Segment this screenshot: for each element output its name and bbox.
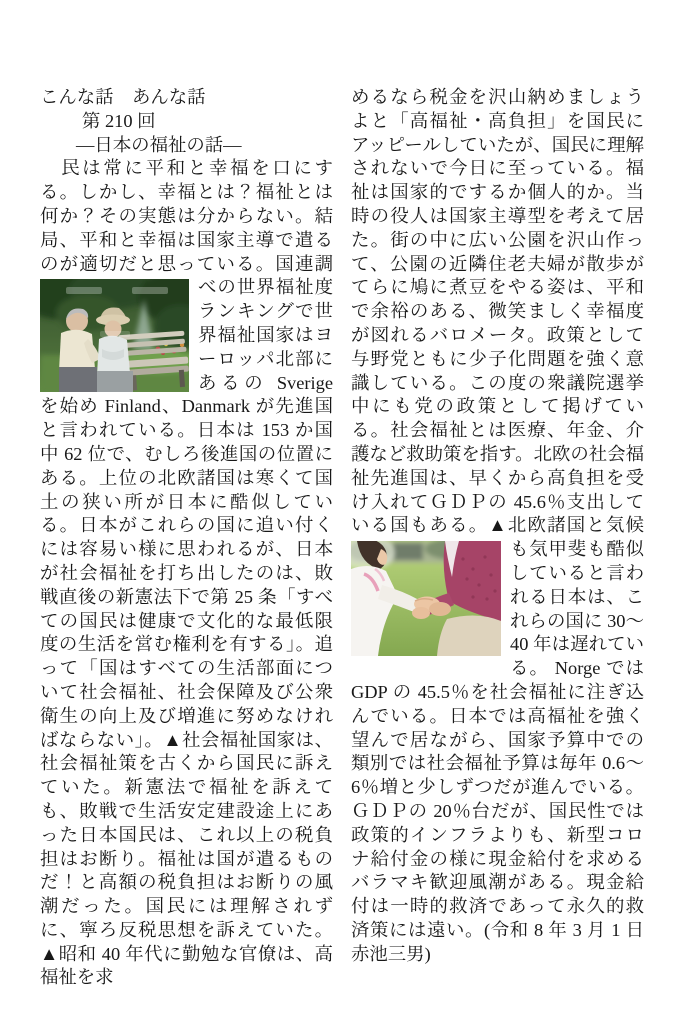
- left-text-before-photo: 民は常に平和と幸福を口にする。しかし、幸福とは？福祉とは何か？その実態は分からない。結局、平和と幸福は国家主導で遣るのが適切だと思っている。国連調べの: [40, 158, 333, 298]
- right-text-before-photo: めるなら税金を沢山納めましょうよと「高福祉・高負担」を国民にアッピールしていたが、国民に理解されないで今日に至っている。福祉は国家的でするか個人的か。当時の役人は国家主導型を考えて居た。街の中に広い公園を沢山作って、公園の近隣住老夫婦が散歩がてらに鳩に煮豆をやる姿は、平和で余裕のある、微笑ましく幸福度が図れるバロメータ。政策として与野党ともに少子化問題を強く意識している。この度の衆議院選挙中にも党の政策として掲げている。社会福祉とは医療、年金、介護など救助策を指す。北欧の社会福祉先進国は、早くから高負担を受け入れてＧＤＰの 45.6％支出している国もある。▲北欧諸国と気: [351, 87, 644, 536]
- left-column: [40, 86, 333, 990]
- issue-number: 第 210 回: [82, 110, 156, 131]
- photo-caregiver-holding-hands: [351, 541, 501, 656]
- right-column: [351, 86, 663, 966]
- photo-elderly-couple-park-bench: [40, 279, 189, 392]
- elderly-woman-figure: [96, 308, 133, 393]
- left-column-body: [40, 157, 333, 990]
- article-title: ―日本の福祉の話―: [76, 134, 242, 155]
- left-text-after-photo: 世界福祉度ランキングで世界福祉国家はヨーロッパ北部にあるの Sverige を始め Finland、Danmark が先進国と言われている。日本は 153 か国中 62 位で、むしろ後進国の位置にある。上位の北欧諸国は寒くて国土の狭い所が日本に酷似している。日本がこれらの国に追い付くには容易い様に思われるが、日本が社会福祉を打ち出したのは、敗戦直後の新憲法下で第 25 条「すべての国民は健康で文化的な最低限度の生活を営む権利を有する」。追って「国はすべての生活部面について社会福祉、社会保障及び公衆衛生の向上及び増進に努めなければならない」。▲社会福祉国家は、社会福祉策を古くから国民に訴えていた。新憲法で福祉を訴えても、敗戦で生活安定建設途上にあった日本国民は、これ以上の税負担はお断り。福祉は国が遣るものだ！と高額の税負担はお断りの風潮だった。国民には理解されずに、寧ろ反税思想を訴えていた。▲昭和 40 年代に勤勉な官僚は、高福祉を求: [40, 277, 333, 988]
- right-column-body: [351, 86, 663, 966]
- right-text-after-photo: 候も気甲斐も酷似していると言われる日本は、これらの国に 30～40 年は遅れている。 Norge では GDP の 45.5％を社会福祉に注ぎ込んでいる。日本では高福祉を強く望んで居ながら、国家予算中での類別では社会福祉予算は毎年 0.6～6％増と少しずつだが進んでいる。ＧＤＰの 20％台だが、国民性では政策的インフラよりも、新型コロナ給付金の様に現金給付を求めるバラマキ歓迎風潮がある。現金給付は一時的救済であって永久的救済策には遠い。(令和 8 年 3 月 1 日 赤池三男): [351, 515, 663, 964]
- series-title: こんな話 あんな話: [40, 87, 206, 107]
